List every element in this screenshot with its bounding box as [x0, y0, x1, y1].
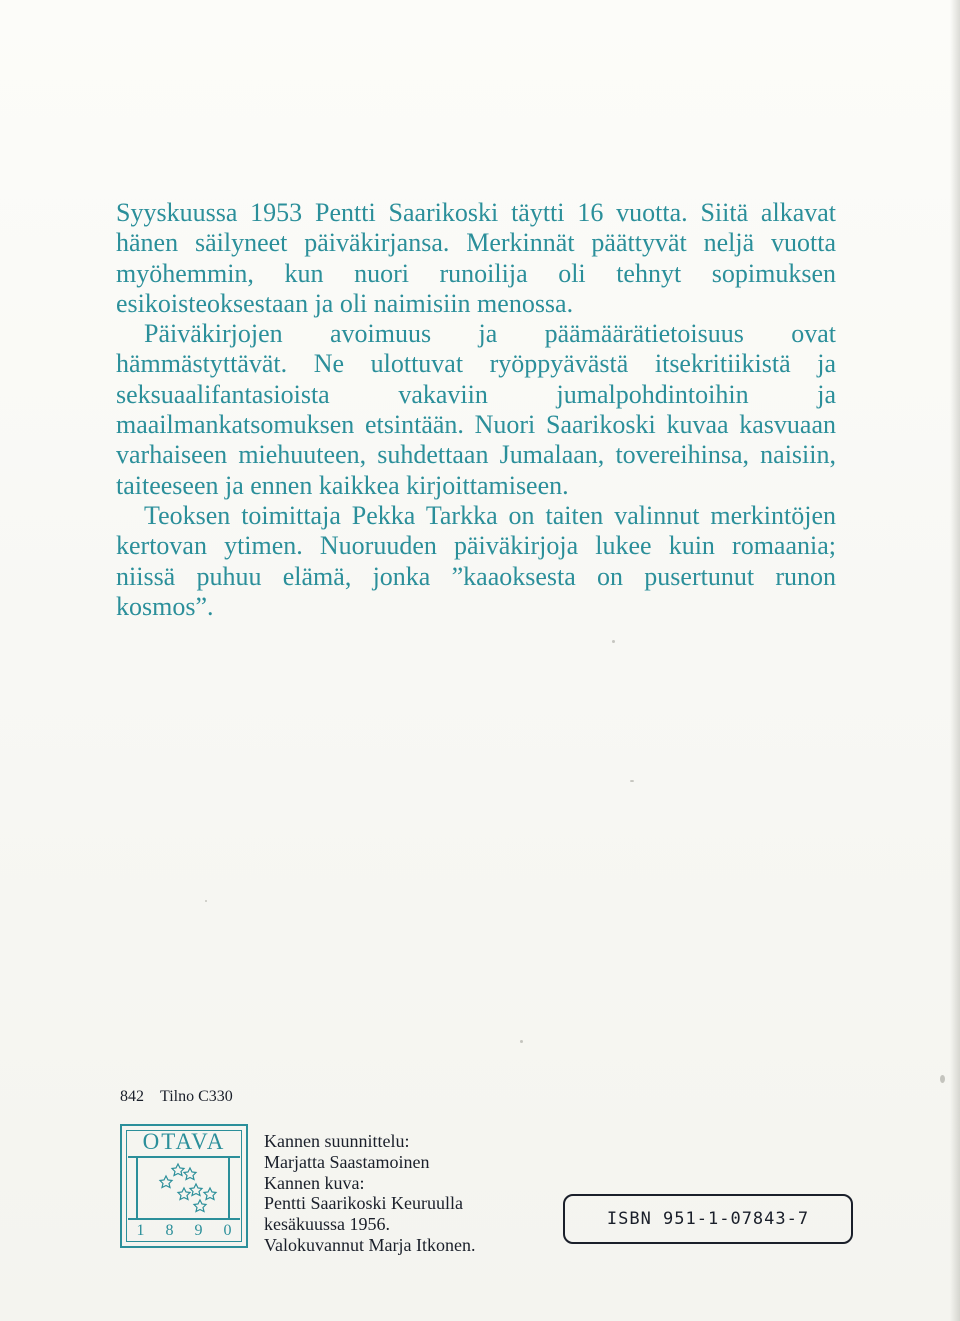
paper-speck: [940, 1075, 945, 1083]
paper-speck: [630, 780, 634, 782]
logo-year-digit: 0: [223, 1222, 232, 1239]
blurb-paragraph-3: Teoksen toimittaja Pekka Tarkka on taiten valinnut merkintöjen kertovan ytimen. Nuoruuden päiväkirjoja lukee kuin romaania; niissä puhuu elämä, jonka ”kaaoksesta on pusertunut runon kosmos”.: [116, 500, 836, 621]
cover-credits: [264, 1131, 475, 1256]
star-5: [178, 1188, 190, 1200]
star-4: [190, 1184, 202, 1196]
catalog-number: 842: [120, 1088, 144, 1105]
isbn-box: [563, 1194, 853, 1244]
isbn-number: ISBN 951-1-07843-7: [606, 1209, 810, 1229]
credit-line: Marjatta Saastamoinen: [264, 1151, 430, 1172]
credit-line: Valokuvannut Marja Itkonen.: [264, 1234, 476, 1255]
logo-year-digit: 1: [136, 1222, 145, 1239]
logo-name: OTAVA: [142, 1129, 226, 1154]
logo-year: [122, 1222, 246, 1240]
credit-line: Kannen kuva:: [264, 1172, 365, 1193]
publisher-logo: [120, 1124, 248, 1248]
logo-rule-bottom: [128, 1218, 240, 1220]
credit-line: Kannen suunnittelu:: [264, 1131, 410, 1151]
blurb-paragraph-1: Syyskuussa 1953 Pentti Saarikoski täytti 16 vuotta. Siitä alkavat hänen säilyneet päiväkirjansa. Merkinnät päättyvät neljä vuotta myöhemmin, kun nuori runoilija oli tehnyt sopimuksen esikoisteoksestaan ja oli naimisiin menossa.: [116, 198, 836, 318]
credit-line: Pentti Saarikoski Keuruulla: [264, 1193, 463, 1214]
credit-line: kesäkuussa 1956.: [264, 1214, 390, 1235]
logo-year-digit: 9: [194, 1222, 203, 1239]
catalog-tilno: Tilno C330: [160, 1088, 233, 1105]
paper-speck: [612, 640, 615, 643]
cover-edge-shadow: [950, 0, 960, 1321]
stars-icon: [138, 1158, 228, 1216]
star-3: [160, 1176, 172, 1188]
catalog-code: [120, 1088, 233, 1106]
logo-rule-right: [228, 1156, 230, 1218]
paper-speck: [520, 1040, 523, 1043]
star-2: [184, 1168, 196, 1180]
logo-year-digit: 8: [165, 1222, 174, 1239]
star-1: [172, 1164, 184, 1176]
blurb-text: [116, 198, 836, 622]
star-7: [194, 1200, 206, 1212]
star-6: [204, 1188, 216, 1200]
paper-speck: [205, 900, 207, 902]
blurb-paragraph-2: Päiväkirjojen avoimuus ja päämäärätietoisuus ovat hämmästyttävät. Ne ulottuvat ryöppyävästä itsekritiikistä ja seksuaalifantasioista vakaviin jumalpohdintoihin ja maailmankatsomuksen etsintään. Nuori Saarikoski kuvaa kasvuaan varhaiseen miehuuteen, suhdettaan Jumalaan, tovereihinsa, naisiin, taiteeseen ja ennen kaikkea kirjoittamiseen.: [116, 319, 836, 500]
